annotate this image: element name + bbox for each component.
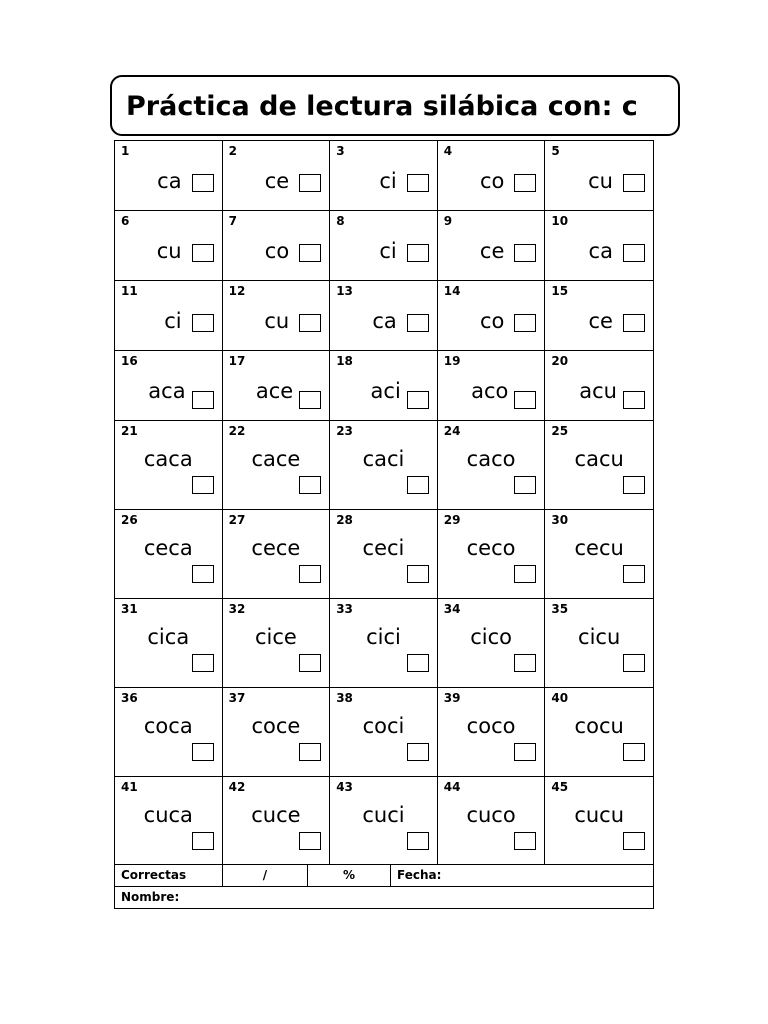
syllable-cell: [545, 141, 653, 210]
syllable-word: cucu: [574, 803, 625, 827]
syllable-word: aca: [148, 379, 186, 403]
syllable-cell: [115, 777, 223, 864]
syllable-cell: [438, 141, 546, 210]
syllable-word: cu: [264, 309, 290, 333]
check-box[interactable]: [192, 476, 214, 494]
footer-score-row: [115, 865, 653, 887]
score-slash[interactable]: /: [223, 865, 308, 886]
item-number: 4: [443, 144, 453, 158]
grid-row: [115, 599, 653, 688]
name-field[interactable]: Nombre:: [121, 890, 180, 904]
item-number: 16: [121, 354, 138, 368]
syllable-word: ci: [379, 169, 397, 193]
syllable-word: cace: [251, 447, 301, 471]
grid-row: [115, 510, 653, 599]
check-box[interactable]: [623, 565, 645, 583]
syllable-cell: [438, 421, 546, 509]
syllable-word: caco: [466, 447, 516, 471]
item-number: 19: [443, 354, 461, 368]
syllable-word: cica: [147, 625, 190, 649]
item-number: 5: [551, 144, 560, 158]
syllable-word: coca: [143, 714, 193, 738]
syllable-cell: [115, 351, 223, 420]
syllable-word: ci: [164, 309, 182, 333]
syllable-cell: [115, 599, 223, 687]
check-box[interactable]: [514, 743, 536, 761]
syllable-word: aci: [370, 379, 401, 403]
item-number: 18: [336, 354, 353, 368]
grid-row: [115, 688, 653, 777]
syllable-cell: [223, 421, 331, 509]
date-field[interactable]: Fecha:: [397, 868, 442, 882]
item-number: 6: [121, 214, 130, 228]
check-box[interactable]: [299, 743, 321, 761]
item-number: 9: [443, 214, 453, 228]
syllable-cell: [438, 777, 546, 864]
syllable-cell: [545, 351, 653, 420]
correct-label: Correctas: [115, 865, 223, 886]
item-number: 3: [336, 144, 345, 158]
syllable-word: ceco: [466, 536, 516, 560]
syllable-word: coci: [362, 714, 405, 738]
check-box[interactable]: [623, 743, 645, 761]
syllable-word: ca: [157, 169, 182, 193]
check-box[interactable]: [299, 832, 321, 850]
syllable-cell: [223, 777, 331, 864]
check-box[interactable]: [623, 391, 645, 409]
item-number: 20: [551, 354, 569, 368]
check-box[interactable]: [623, 174, 645, 192]
item-number: 7: [228, 214, 237, 228]
check-box[interactable]: [514, 314, 536, 332]
check-box[interactable]: [623, 314, 645, 332]
check-box[interactable]: [192, 654, 214, 672]
syllable-cell: [330, 351, 438, 420]
check-box[interactable]: [623, 476, 645, 494]
syllable-cell: [438, 351, 546, 420]
grid-rows: [115, 141, 653, 865]
check-box[interactable]: [407, 743, 429, 761]
check-box[interactable]: [407, 565, 429, 583]
check-box[interactable]: [514, 654, 536, 672]
syllable-cell: [330, 688, 438, 776]
syllable-word: ca: [588, 239, 613, 263]
syllable-word: cuca: [143, 803, 193, 827]
syllable-cell: [115, 141, 223, 210]
grid-row: [115, 777, 653, 865]
grid-row: [115, 281, 653, 351]
check-box[interactable]: [407, 391, 429, 409]
syllable-word: ceca: [143, 536, 193, 560]
syllable-cell: [330, 777, 438, 864]
score-percent[interactable]: %: [308, 865, 391, 886]
syllable-word: cuci: [362, 803, 405, 827]
item-number: 2: [228, 144, 237, 158]
syllable-word: cuco: [466, 803, 516, 827]
item-number: 22: [228, 424, 246, 438]
syllable-word: caca: [143, 447, 193, 471]
syllable-word: co: [479, 169, 505, 193]
check-box[interactable]: [623, 654, 645, 672]
syllable-cell: [115, 211, 223, 280]
grid-row: [115, 141, 653, 211]
check-box[interactable]: [299, 476, 321, 494]
check-box[interactable]: [192, 174, 214, 192]
syllable-cell: [330, 211, 438, 280]
item-number: 21: [121, 424, 138, 438]
grid-row: [115, 421, 653, 510]
item-number: 41: [121, 780, 138, 794]
item-number: 33: [336, 602, 353, 616]
item-number: 45: [551, 780, 569, 794]
syllable-word: cu: [588, 169, 613, 193]
syllable-word: cece: [251, 536, 301, 560]
syllable-cell: [545, 510, 653, 598]
title-box: [110, 75, 680, 136]
syllable-word: cico: [470, 625, 512, 649]
grid-row: [115, 211, 653, 281]
syllable-word: ci: [379, 239, 397, 263]
syllable-cell: [223, 351, 331, 420]
check-box[interactable]: [514, 476, 536, 494]
check-box[interactable]: [192, 314, 214, 332]
syllable-word: cicu: [578, 625, 621, 649]
grid-row: [115, 351, 653, 421]
item-number: 35: [551, 602, 569, 616]
check-box[interactable]: [407, 832, 429, 850]
item-number: 32: [228, 602, 246, 616]
syllable-word: cuce: [251, 803, 301, 827]
check-box[interactable]: [192, 244, 214, 262]
syllable-cell: [545, 777, 653, 864]
syllable-word: ceci: [362, 536, 405, 560]
syllable-word: cici: [366, 625, 401, 649]
check-box[interactable]: [192, 743, 214, 761]
item-number: 44: [443, 780, 461, 794]
syllable-cell: [330, 421, 438, 509]
syllable-word: ce: [588, 309, 613, 333]
check-box[interactable]: [514, 244, 536, 262]
item-number: 24: [443, 424, 461, 438]
syllable-word: ce: [264, 169, 290, 193]
item-number: 34: [443, 602, 461, 616]
syllable-cell: [115, 421, 223, 509]
check-box[interactable]: [192, 391, 214, 409]
item-number: 30: [551, 513, 569, 527]
item-number: 28: [336, 513, 353, 527]
syllable-cell: [545, 211, 653, 280]
item-number: 12: [228, 284, 246, 298]
check-box[interactable]: [299, 565, 321, 583]
syllable-cell: [545, 421, 653, 509]
item-number: 39: [443, 691, 461, 705]
item-number: 1: [121, 144, 130, 158]
syllable-cell: [330, 281, 438, 350]
item-number: 42: [228, 780, 246, 794]
check-box[interactable]: [299, 654, 321, 672]
check-box[interactable]: [299, 391, 321, 409]
syllable-word: coce: [251, 714, 301, 738]
item-number: 15: [551, 284, 569, 298]
check-box[interactable]: [192, 832, 214, 850]
syllable-grid: [114, 140, 654, 909]
syllable-cell: [438, 281, 546, 350]
item-number: 17: [228, 354, 246, 368]
check-box[interactable]: [407, 654, 429, 672]
syllable-cell: [438, 510, 546, 598]
check-box[interactable]: [192, 565, 214, 583]
syllable-word: co: [479, 309, 505, 333]
syllable-cell: [115, 510, 223, 598]
check-box[interactable]: [514, 174, 536, 192]
syllable-cell: [438, 688, 546, 776]
check-box[interactable]: [407, 244, 429, 262]
check-box[interactable]: [514, 832, 536, 850]
syllable-cell: [438, 599, 546, 687]
syllable-cell: [545, 281, 653, 350]
item-number: 8: [336, 214, 345, 228]
syllable-word: cocu: [574, 714, 624, 738]
item-number: 27: [228, 513, 246, 527]
syllable-cell: [223, 688, 331, 776]
syllable-word: co: [264, 239, 290, 263]
syllable-word: coco: [466, 714, 516, 738]
check-box[interactable]: [514, 565, 536, 583]
syllable-word: acu: [579, 379, 617, 403]
check-box[interactable]: [514, 391, 536, 409]
syllable-cell: [545, 599, 653, 687]
page-title: Práctica de lectura silábica con: c: [126, 91, 638, 122]
footer-name-row: [115, 887, 653, 908]
item-number: 40: [551, 691, 569, 705]
syllable-cell: [223, 599, 331, 687]
check-box[interactable]: [299, 244, 321, 262]
syllable-cell: [438, 211, 546, 280]
syllable-word: ca: [372, 309, 397, 333]
item-number: 29: [443, 513, 461, 527]
syllable-word: caci: [362, 447, 405, 471]
item-number: 25: [551, 424, 569, 438]
item-number: 37: [228, 691, 246, 705]
syllable-cell: [223, 510, 331, 598]
check-box[interactable]: [623, 832, 645, 850]
syllable-word: ce: [479, 239, 505, 263]
syllable-cell: [330, 510, 438, 598]
item-number: 43: [336, 780, 353, 794]
item-number: 10: [551, 214, 569, 228]
syllable-cell: [330, 141, 438, 210]
check-box[interactable]: [407, 314, 429, 332]
check-box[interactable]: [299, 314, 321, 332]
item-number: 23: [336, 424, 353, 438]
item-number: 14: [443, 284, 461, 298]
syllable-cell: [223, 281, 331, 350]
check-box[interactable]: [623, 244, 645, 262]
item-number: 11: [121, 284, 138, 298]
syllable-cell: [115, 688, 223, 776]
item-number: 36: [121, 691, 138, 705]
syllable-cell: [223, 141, 331, 210]
item-number: 38: [336, 691, 353, 705]
syllable-cell: [223, 211, 331, 280]
syllable-cell: [545, 688, 653, 776]
item-number: 13: [336, 284, 353, 298]
check-box[interactable]: [407, 174, 429, 192]
syllable-word: cecu: [574, 536, 624, 560]
check-box[interactable]: [299, 174, 321, 192]
item-number: 26: [121, 513, 138, 527]
syllable-word: ace: [255, 379, 294, 403]
item-number: 31: [121, 602, 138, 616]
syllable-cell: [115, 281, 223, 350]
check-box[interactable]: [407, 476, 429, 494]
syllable-word: cu: [156, 239, 182, 263]
syllable-word: cice: [254, 625, 297, 649]
syllable-word: aco: [471, 379, 509, 403]
syllable-word: cacu: [574, 447, 624, 471]
syllable-cell: [330, 599, 438, 687]
